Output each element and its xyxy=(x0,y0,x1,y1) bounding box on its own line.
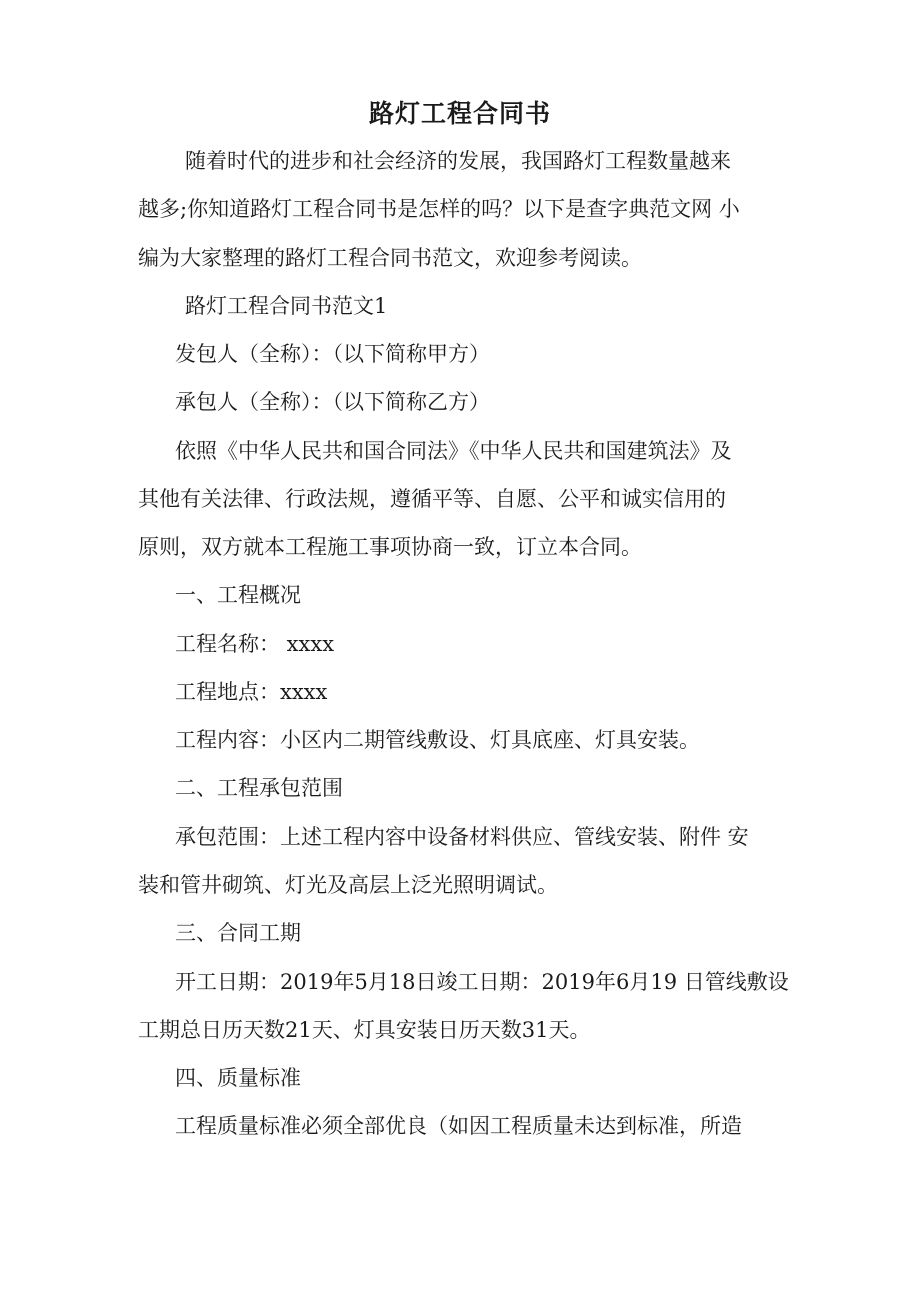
preamble-line-1: 依照《中华人民共和国合同法》《中华人民共和国建筑法》及 xyxy=(175,439,732,463)
party-a-line: 发包人（全称）：（以下简称甲方） xyxy=(175,342,490,366)
project-location-line: 工程地点：xxxx xyxy=(175,680,328,704)
preamble-line-2: 其他有关法律、行政法规，遵循平等、自愿、公平和诚实信用的 xyxy=(138,487,726,511)
section-4-heading: 四、质量标准 xyxy=(175,1066,301,1090)
intro-line-2: 越多;你知道路灯工程合同书是怎样的吗？以下是查字典范文网 小 xyxy=(138,197,740,221)
preamble-line-3: 原则，双方就本工程施工事项协商一致，订立本合同。 xyxy=(138,535,642,559)
section-3-heading: 三、合同工期 xyxy=(175,921,301,945)
intro-line-1: 随着时代的进步和社会经济的发展，我国路灯工程数量越来 xyxy=(185,149,731,173)
schedule-line-2: 工期总日历天数21天、灯具安装日历天数31天。 xyxy=(138,1018,591,1042)
scope-line-1: 承包范围：上述工程内容中设备材料供应、管线安装、附件 安 xyxy=(175,825,749,849)
project-content-line: 工程内容：小区内二期管线敷设、灯具底座、灯具安装。 xyxy=(175,728,700,752)
section-heading-sample-1: 路灯工程合同书范文1 xyxy=(185,294,388,318)
document-title: 路灯工程合同书 xyxy=(368,99,551,128)
party-b-line: 承包人（全称）：（以下简称乙方） xyxy=(175,390,490,414)
intro-line-3: 编为大家整理的路灯工程合同书范文，欢迎参考阅读。 xyxy=(138,246,642,270)
scope-line-2: 装和管井砌筑、灯光及高层上泛光照明调试。 xyxy=(138,873,558,897)
schedule-line-1: 开工日期：2019年5月18日竣工日期：2019年6月19 日管线敷设 xyxy=(175,970,789,994)
quality-line-1: 工程质量标准必须全部优良（如因工程质量未达到标准，所造 xyxy=(175,1114,742,1138)
project-name-line: 工程名称： xxxx xyxy=(175,632,335,656)
section-2-heading: 二、工程承包范围 xyxy=(175,776,343,800)
section-1-heading: 一、工程概况 xyxy=(175,583,301,607)
